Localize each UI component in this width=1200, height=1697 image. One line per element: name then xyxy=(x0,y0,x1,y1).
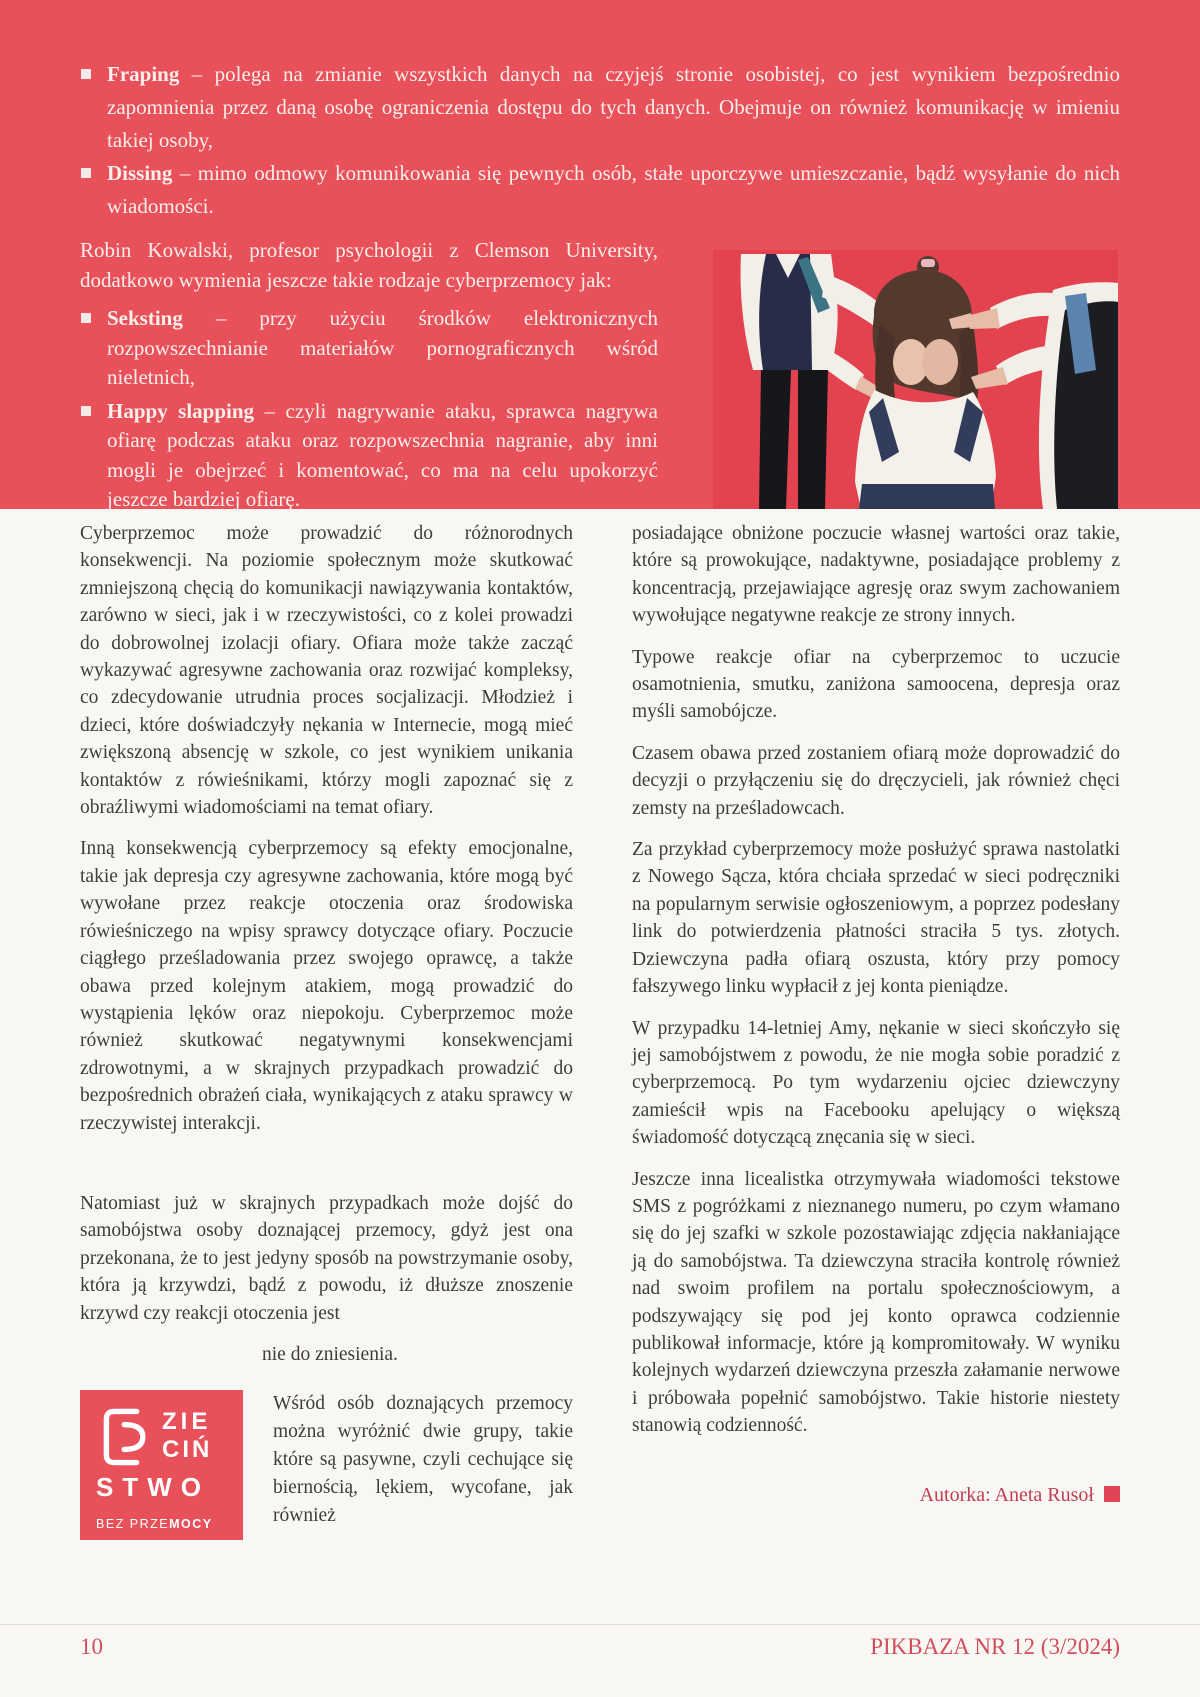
bullet-square-icon xyxy=(81,406,91,416)
list-item-dissing xyxy=(80,157,1120,223)
logo-tagline-bold: MOCY xyxy=(169,1517,213,1532)
paragraph: W przypadku 14-letniej Amy, nękanie w sieci skończyło się jej samobójstwem z powodu, że nie mogła sobie poradzić z cyberprzemocą. Po tym wydarzeniu ojciec dziewczyny zamieścił wpis na Facebooku apelujący o większą świadomość dotyczącą znęcania się w sieci. xyxy=(632,1017,1120,1149)
term-label: Fraping xyxy=(107,62,180,86)
paragraph: Za przykład cyberprzemocy może posłużyć sprawa nastolatki z Nowego Sącza, która chciała sprzedać w sieci podręczniki na popularnym serwisie ogłoszeniowym, a poprzez podesłany link do potwierdzenia płatności straciła 5 tys. złotych. Dziewczyna padła ofiarą oszusta, który przy pomocy fałszywego linku wypłacił z jej konta pieniądze. xyxy=(632,839,1120,998)
term-label: Seksting xyxy=(107,306,183,330)
wrap-paragraph: Wśród osób doznających przemocy można wyróżnić dwie grupy, takie które są pasywne, czyli cechujące się biernością, lękiem, wycofane, jak również xyxy=(273,1393,573,1527)
paragraph-last-line: nie do zniesienia. xyxy=(262,1343,398,1365)
list-item-seksting xyxy=(80,304,658,393)
cyberbullying-types-list xyxy=(80,58,1120,223)
term-label: Happy slapping xyxy=(107,398,255,423)
bullet-square-icon xyxy=(81,313,91,323)
logo-tagline xyxy=(96,1511,213,1538)
paragraph: Inną konsekwencją cyberprzemocy są efekty emocjonalne, takie jak depresja czy agresywne zachowania, które mogą być wywołane przez reakcje otoczenia oraz środowiska rówieśniczego na wpisy sprawcy dotyczące ofiary. Poczucie ciągłego prześladowania przez swojego oprawcę, a także obawa przed kolejnym atakiem, mogą prowadzić do wystąpienia lęków oraz niepokoju. Cyberprzemoc może również skutkować negatywnymi konsekwencjami zdrowotnymi, a w skrajnych przypadkach prowadzić do bezpośrednich obrażeń ciała, wynikających z ataku sprawcy w rzeczywistej interakcji. xyxy=(80,838,573,1134)
term-label: Dissing xyxy=(107,161,173,185)
page-number: 10 xyxy=(80,1634,103,1659)
hero-text-column xyxy=(80,236,658,515)
bullet-square-icon xyxy=(81,168,91,178)
list-item-happy-slapping xyxy=(80,397,658,515)
logo-letter-d-icon xyxy=(94,1406,156,1468)
childhood-without-violence-logo xyxy=(80,1390,243,1540)
paragraph: Typowe reakcje ofiar na cyberprzemoc to uczucie osamotnienia, smutku, zaniżona samoocena, depresja oraz myśli samobójcze. xyxy=(632,646,1120,723)
list-item-fraping xyxy=(80,58,1120,157)
paragraph: posiadające obniżone poczucie własnej wartości oraz takie, które są prowokujące, nadaktywne, posiadające problemy z koncentracją, przejawiające agresję oraz swym zachowaniem wywołujące negatywne reakcje ze strony innych. xyxy=(632,523,1120,627)
term-definition: – polega na zmianie wszystkich danych na czyjejś stronie osobistej, co jest wynikiem bezpośrednio zapomnienia przez daną osobę ograniczenia dostępu do tych danych. Obejmuje on również komunikację w imieniu takiej osoby, xyxy=(107,62,1120,152)
term-definition: – przy użyciu środków elektronicznych rozpowszechnianie materiałów pornograficznych wśród nieletnich, xyxy=(107,306,658,389)
footer xyxy=(80,1634,1120,1660)
kowalski-intro: Robin Kowalski, profesor psychologii z Clemson University, dodatkowo wymienia jeszcze takie rodzaje cyberprzemocy jak: xyxy=(80,238,658,292)
logo-word-part: CIŃ xyxy=(162,1436,213,1464)
paragraph: Jeszcze inna licealistka otrzymywała wiadomości tekstowe SMS z pogróżkami z nieznanego numeru, po czym włamano się do jej szafki w szkole pozostawiając zdjęcia nakłaniające ją do samobójstwa. Ta dziewczyna straciła kontrolę również nad swoim profilem na portalu społecznościowym, a podszywający się pod jej konto oprawca codziennie publikował informacje, które ją kompromitowały. W wyniku kolejnych wydarzeń dziewczyna przeszła załamanie nerwowe i próbowała popełnić samobójstwo. Takie historie niestety stanowią codzienność. xyxy=(632,1168,1120,1437)
article-left-column xyxy=(80,520,573,1540)
logo-word-part: STWO xyxy=(96,1472,210,1503)
kowalski-types-list xyxy=(80,304,658,515)
bullying-photo-illustration xyxy=(713,250,1118,509)
logo-and-text-row xyxy=(80,1390,573,1540)
bullet-square-icon xyxy=(81,69,91,79)
article-right-column xyxy=(632,520,1120,1509)
logo-tagline-light: BEZ PRZE xyxy=(96,1517,170,1532)
bullying-photo-svg xyxy=(713,250,1118,509)
footer-divider xyxy=(0,1624,1200,1625)
logo-word-part: ZIE xyxy=(162,1408,212,1436)
term-definition: – czyli nagrywanie ataku, sprawca nagrywa ofiarę podczas ataku oraz rozpowszechnia nagranie, aby inni mogli je obejrzeć i komentować, co ma na celu upokorzyć jeszcze bardziej ofiarę. xyxy=(107,398,659,511)
paragraph: Natomiast już w skrajnych przypadkach może dojść do samobójstwa osoby doznającej przemocy, gdyż jest ona przekonana, że to jest jedyny sposób na powstrzymanie osoby, która ją krzywdzi, bądź z powodu, iż dłuższe znoszenie krzywd czy reakcji otoczenia jest xyxy=(80,1192,573,1324)
author-name: Autorka: Aneta Rusoł xyxy=(919,1483,1094,1506)
paragraph: Cyberprzemoc może prowadzić do różnorodnych konsekwencji. Na poziomie społecznym może skutkować zmniejszoną chęcią do komunikacji nawiązywania kontaktów, zarówno w sieci, jak i w rzeczywistości, co z kolei prowadzi do dobrowolnej izolacji ofiary. Ofiara może także zacząć wykazywać agresywne zachowania oraz rozwijać kompleksy, co zdecydowanie utrudnia proces socjalizacji. Młodzież i dzieci, które doświadczyły nękania w Internecie, mogą mieć zwiększoną absencję w szkole, co jest wynikiem unikania kontaktów z rówieśnikami, którzy mogli zapoznać się z obraźliwymi wiadomościami na temat ofiary. xyxy=(80,523,573,819)
author-credit xyxy=(632,1482,1120,1509)
paragraph: Czasem obawa przed zostaniem ofiarą może doprowadzić do decyzji o przyłączeniu się do dręczycieli, jak również chęci zemsty na prześladowcach. xyxy=(632,742,1120,819)
author-square-icon xyxy=(1104,1486,1120,1502)
term-definition: – mimo odmowy komunikowania się pewnych osób, stałe uporczywe umieszczanie, bądź wysyłanie do nich wiadomości. xyxy=(107,161,1120,218)
issue-label: PIKBAZA NR 12 (3/2024) xyxy=(870,1634,1120,1659)
